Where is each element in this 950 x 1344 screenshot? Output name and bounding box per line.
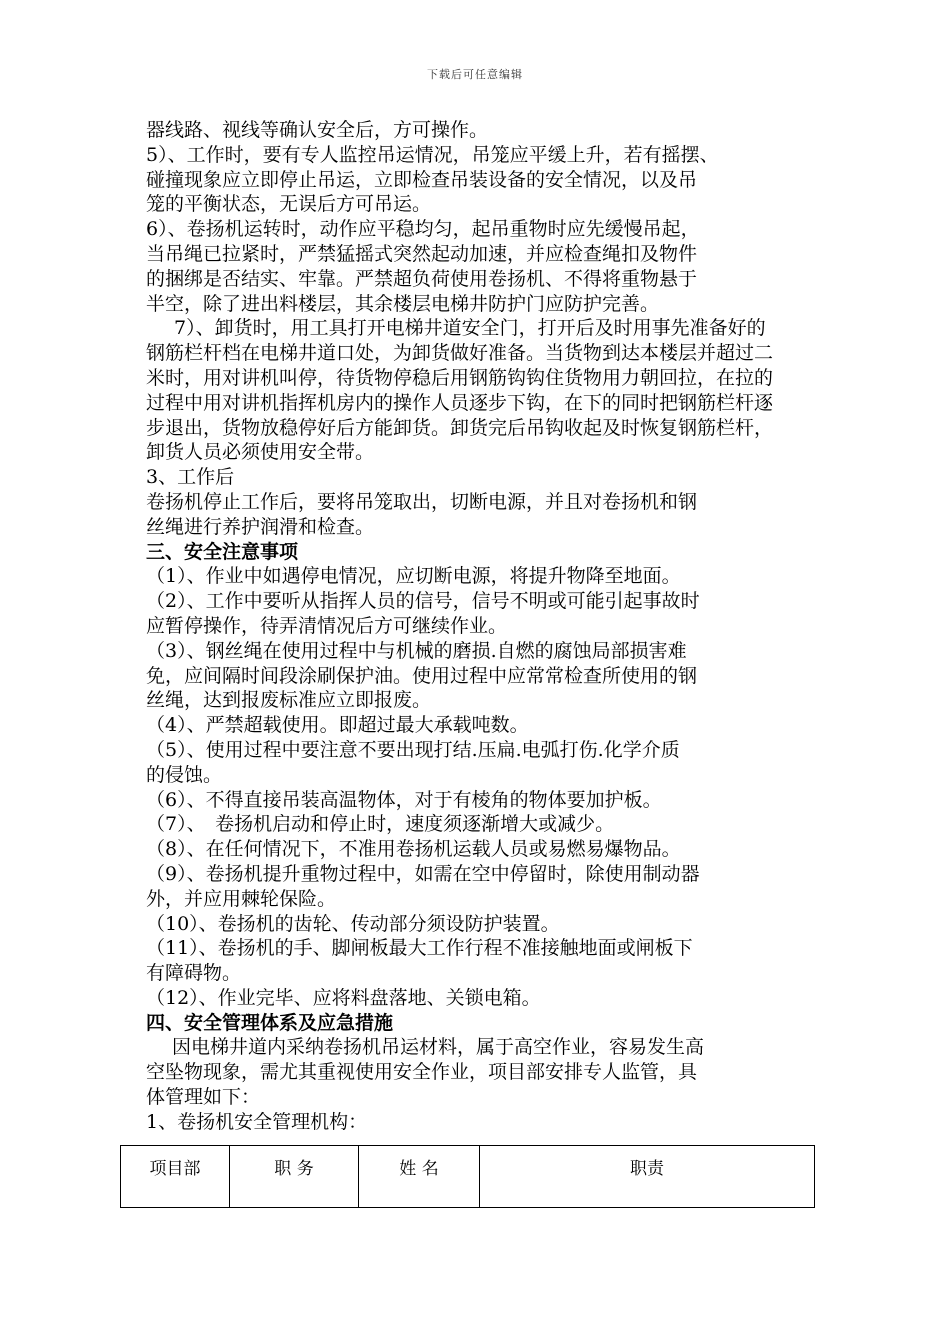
text-line: 空坠物现象，需尤其重视使用安全作业，项目部安排专人监管，具 [146,1061,698,1084]
subsection-heading: 1、卷扬机安全管理机构： [146,1110,368,1133]
text-line: （12）、作业完毕、应将料盘落地、关锁电箱。 [146,986,541,1009]
text-line: （5）、使用过程中要注意不要出现打结.压扁.电弧打伤.化学介质 [146,738,680,761]
text-line: 因电梯井道内采纳卷扬机吊运材料，属于高空作业，容易发生高 [172,1036,705,1059]
text-line: （6）、不得直接吊装高温物体，对于有棱角的物体要加护板。 [146,788,662,811]
text-line: 半空，除了进出料楼层，其余楼层电梯井防护门应防护完善。 [146,292,660,315]
text-line: 卸货人员必须使用安全带。 [146,441,375,464]
text-line: 步退出，货物放稳停好后方能卸货。卸货完后吊钩收起及时恢复钢筋栏杆， [146,416,774,439]
text-line: 应暂停操作，待弄清情况后方可继续作业。 [146,614,508,637]
text-line: 钢筋栏杆档在电梯井道口处，为卸货做好准备。当货物到达本楼层并超过二 [146,342,774,365]
text-line: 6）、卷扬机运转时，动作应平稳均匀，起吊重物时应先缓慢吊起， [146,218,700,241]
table-header-cell: 项目部 [121,1146,230,1208]
text-line: （7）、 卷扬机启动和停止时，速度须逐渐增大或减少。 [146,813,615,836]
text-line: 当吊绳已拉紧时，严禁猛摇式突然起动加速，并应检查绳扣及物件 [146,242,698,265]
table-header-cell: 职 务 [230,1146,359,1208]
text-line: 丝绳，达到报废标准应立即报废。 [146,689,432,712]
text-line: 碰撞现象应立即停止吊运，立即检查吊装设备的安全情况，以及吊 [146,168,698,191]
text-line: 器线路、视线等确认安全后，方可操作。 [146,119,489,141]
management-table [120,1145,815,1208]
table-header-cell: 职责 [480,1146,815,1208]
document-body [146,118,816,1135]
text-line: 7）、卸货时，用工具打开电梯井道安全门，打开后及时用事先准备好的 [174,317,766,340]
text-line: （4）、严禁超载使用。即超过最大承载吨数。 [146,714,529,737]
text-line: （2）、工作中要听从指挥人员的信号，信号不明或可能引起事故时 [146,590,700,613]
text-line: （10）、卷扬机的齿轮、传动部分须设防护装置。 [146,912,560,935]
text-line: （1）、作业中如遇停电情况，应切断电源，将提升物降至地面。 [146,565,681,588]
text-line: 的侵蚀。 [146,763,223,786]
text-line: 5）、工作时，要有专人监控吊运情况，吊笼应平缓上升，若有摇摆、 [146,143,719,166]
text-line: 笼的平衡状态，无误后方可吊运。 [146,193,432,216]
text-line: 的捆绑是否结实、牢靠。严禁超负荷使用卷扬机、不得将重物悬于 [146,267,698,290]
header-note: 下载后可任意编辑 [427,68,523,81]
text-line: 体管理如下： [146,1086,261,1109]
text-line: 卷扬机停止工作后，要将吊笼取出，切断电源，并且对卷扬机和钢 [146,490,698,513]
text-line: 过程中用对讲机指挥机房内的操作人员逐步下钩，在下的同时把钢筋栏杆逐 [146,391,774,414]
text-line: （9）、卷扬机提升重物过程中，如需在空中停留时，除使用制动器 [146,862,700,885]
table-header-cell: 姓 名 [359,1146,480,1208]
text-line: 外，并应用棘轮保险。 [146,887,337,910]
section-heading: 四、安全管理体系及应急措施 [146,1011,394,1034]
table-header-row [121,1146,815,1208]
text-line: （3）、钢丝绳在使用过程中与机械的磨损.自燃的腐蚀局部损害难 [146,639,687,662]
section-heading: 三、安全注意事项 [146,540,299,563]
text-line: 丝绳进行养护润滑和检查。 [146,515,375,538]
text-line: 免，应间隔时间段涂刷保护油。使用过程中应常常检查所使用的钢 [146,664,698,687]
text-line: 有障碍物。 [146,962,242,985]
text-line: （8）、在任何情况下，不准用卷扬机运载人员或易燃易爆物品。 [146,838,681,861]
subsection-heading: 3、工作后 [146,466,235,489]
text-line: （11）、卷扬机的手、脚闸板最大工作行程不准接触地面或闸板下 [146,937,693,960]
text-line: 米时，用对讲机叫停，待货物停稳后用钢筋钩钩住货物用力朝回拉，在拉的 [146,366,774,389]
